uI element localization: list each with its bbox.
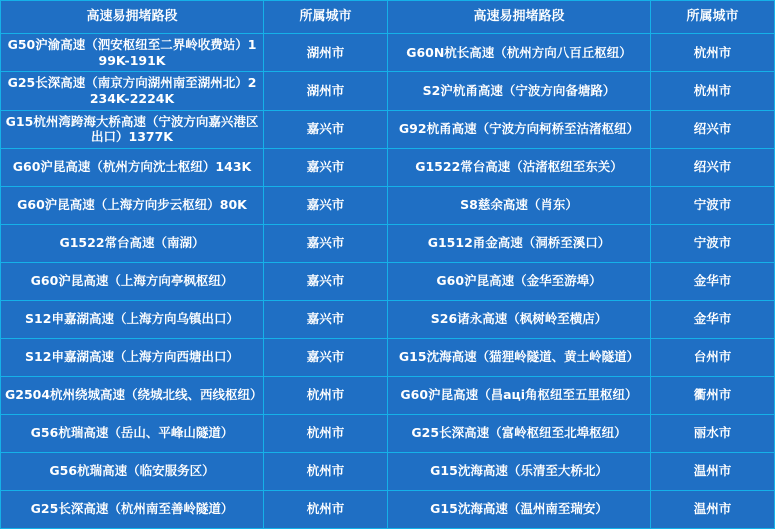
cell-city: 嘉兴市 (264, 262, 388, 300)
cell-city: 杭州市 (264, 376, 388, 414)
table-row (1, 414, 775, 452)
cell-city: 杭州市 (264, 490, 388, 528)
cell-city: 杭州市 (651, 72, 775, 110)
cell-city: 嘉兴市 (264, 338, 388, 376)
cell-city: 嘉兴市 (264, 110, 388, 148)
header-route-right: 高速易拥堵路段 (388, 1, 651, 34)
table-row (1, 34, 775, 72)
cell-route: G25长深高速（富岭枢纽至北埠枢纽） (388, 414, 651, 452)
cell-route: G60沪昆高速（上海方向亭枫枢纽） (1, 262, 264, 300)
cell-route: G2504杭州绕城高速（绕城北线、西线枢纽） (1, 376, 264, 414)
table-row (1, 300, 775, 338)
cell-city: 金华市 (651, 300, 775, 338)
cell-route: G25长深高速（杭州南至善岭隧道） (1, 490, 264, 528)
cell-route: S2沪杭甬高速（宁波方向备塘路） (388, 72, 651, 110)
cell-route: S12申嘉湖高速（上海方向乌镇出口） (1, 300, 264, 338)
cell-city: 湖州市 (264, 34, 388, 72)
cell-route: S26诸永高速（枫树岭至横店） (388, 300, 651, 338)
cell-route: S8慈余高速（肖东） (388, 186, 651, 224)
cell-route: G60沪昆高速（昌ацi角枢纽至五里枢纽） (388, 376, 651, 414)
table-row (1, 72, 775, 110)
cell-route: G56杭瑞高速（临安服务区） (1, 452, 264, 490)
header-city-right: 所属城市 (651, 1, 775, 34)
cell-route: G60N杭长高速（杭州方向八百丘枢纽） (388, 34, 651, 72)
cell-city: 杭州市 (264, 414, 388, 452)
header-city-left: 所属城市 (264, 1, 388, 34)
table-row (1, 186, 775, 224)
cell-city: 嘉兴市 (264, 224, 388, 262)
cell-city: 衢州市 (651, 376, 775, 414)
cell-city: 湖州市 (264, 72, 388, 110)
cell-city: 嘉兴市 (264, 148, 388, 186)
cell-city: 温州市 (651, 452, 775, 490)
cell-city: 宁波市 (651, 224, 775, 262)
table-row (1, 224, 775, 262)
table-body (1, 34, 775, 529)
cell-route: G15沈海高速（乐清至大桥北） (388, 452, 651, 490)
cell-city: 嘉兴市 (264, 300, 388, 338)
table-row (1, 452, 775, 490)
cell-route: G1522常台高速（南湖） (1, 224, 264, 262)
table-header-row (1, 1, 775, 34)
table-row (1, 338, 775, 376)
cell-route: S12申嘉湖高速（上海方向西塘出口） (1, 338, 264, 376)
cell-city: 杭州市 (651, 34, 775, 72)
cell-route: G1512甬金高速（洞桥至溪口） (388, 224, 651, 262)
cell-city: 绍兴市 (651, 148, 775, 186)
cell-route: G60沪昆高速（上海方向步云枢纽）80K (1, 186, 264, 224)
table-row (1, 262, 775, 300)
cell-route: G50沪渝高速（泗安枢纽至二界岭收费站）199K-191K (1, 34, 264, 72)
table-row (1, 110, 775, 148)
cell-city: 杭州市 (264, 452, 388, 490)
cell-route: G60沪昆高速（杭州方向沈士枢纽）143K (1, 148, 264, 186)
cell-route: G15沈海高速（猫狸岭隧道、黄土岭隧道） (388, 338, 651, 376)
table-row (1, 490, 775, 528)
header-route-left: 高速易拥堵路段 (1, 1, 264, 34)
cell-city: 绍兴市 (651, 110, 775, 148)
cell-city: 金华市 (651, 262, 775, 300)
cell-city: 宁波市 (651, 186, 775, 224)
cell-route: G60沪昆高速（金华至游埠） (388, 262, 651, 300)
cell-route: G15杭州湾跨海大桥高速（宁波方向嘉兴港区出口）1377K (1, 110, 264, 148)
cell-city: 台州市 (651, 338, 775, 376)
cell-city: 丽水市 (651, 414, 775, 452)
table-row (1, 376, 775, 414)
cell-city: 嘉兴市 (264, 186, 388, 224)
cell-route: G25长深高速（南京方向湖州南至湖州北）2234K-2224K (1, 72, 264, 110)
cell-route: G92杭甬高速（宁波方向柯桥至沽渚枢纽） (388, 110, 651, 148)
cell-city: 温州市 (651, 490, 775, 528)
cell-route: G1522常台高速（沽渚枢纽至东关） (388, 148, 651, 186)
cell-route: G15沈海高速（温州南至瑞安） (388, 490, 651, 528)
cell-route: G56杭瑞高速（岳山、平峰山隧道） (1, 414, 264, 452)
table-row (1, 148, 775, 186)
